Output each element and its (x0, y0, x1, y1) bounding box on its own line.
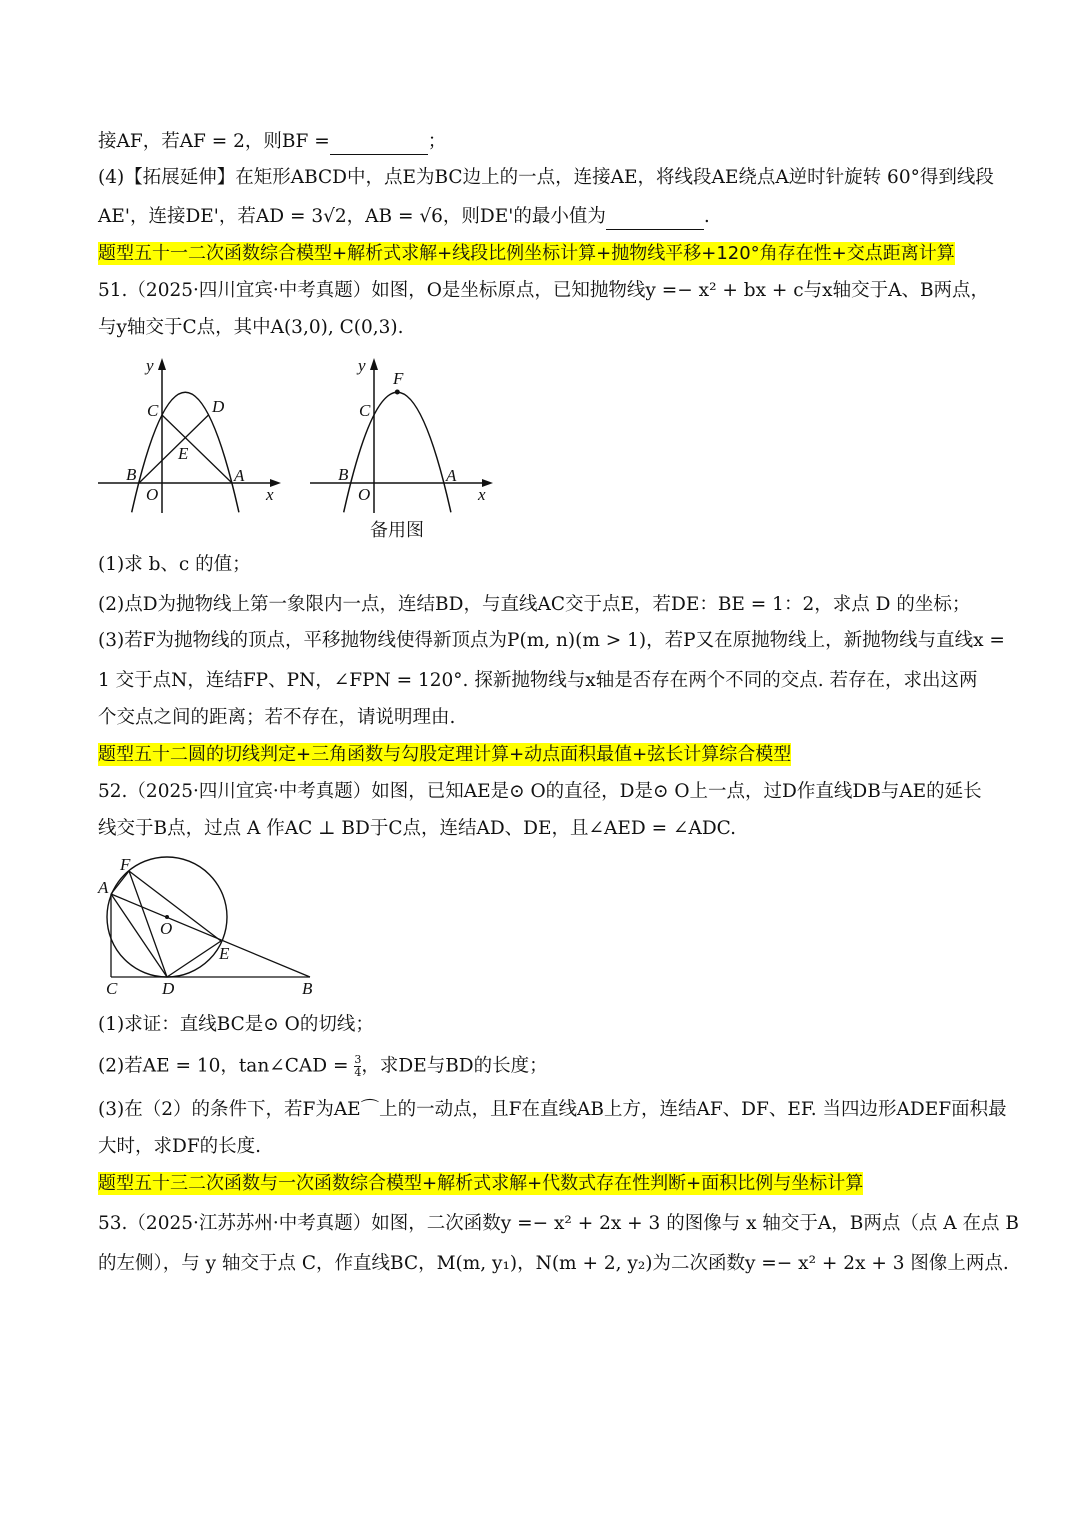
label-f: F (120, 855, 131, 874)
line-bd (139, 415, 209, 483)
subquestion: (2)点D为抛物线上第一象限内一点，连结BD，与直线AC交于点E，若DE：BE = 1：2，求点 D 的坐标； (98, 594, 971, 615)
highlighted-heading: 题型五十二圆的切线判定+三角函数与勾股定理计算+动点面积最值+弦长计算综合模型 (98, 744, 792, 765)
label-a: A (446, 466, 457, 485)
text-line: 与y轴交于C点，其中A(3,0), C(0,3). (98, 317, 404, 338)
section-heading (98, 1172, 863, 1196)
text: AE'，连接DE'，若AD = 3√2，AB = √6，则DE'的最小值为 (98, 206, 606, 227)
label-x: x (266, 485, 274, 504)
y-axis-arrow-icon (158, 358, 166, 370)
line-de (167, 941, 221, 977)
question-51: 51.（2025·四川宜宾·中考真题）如图，O是坐标原点，已知抛物线y =− x² + bx + c与x轴交于A、B两点， (98, 280, 990, 301)
figure-caption: 备用图 (370, 520, 424, 541)
line-af (111, 871, 129, 894)
section-heading (98, 743, 791, 767)
label-x: x (478, 485, 486, 504)
label-o: O (160, 919, 173, 938)
text: (2)若AE = 10，tan∠CAD = (98, 1055, 355, 1077)
numerator: 3 (354, 1053, 362, 1066)
label-c: C (147, 401, 159, 420)
question-53: 53.（2025·江苏苏州·中考真题）如图，二次函数y =− x² + 2x + 3 的图像与 x 轴交于A，B两点（点 A 在点 B (98, 1213, 1019, 1234)
text: 接AF，若AF = 2，则BF = (98, 131, 330, 152)
text-line: 的左侧），与 y 轴交于点 C，作直线BC，M(m, y₁)，N(m + 2, y₂)为二次函数y =− x² + 2x + 3 图像上两点. (98, 1253, 1009, 1274)
subquestion: (1)求证：直线BC是⊙ O的切线； (98, 1014, 374, 1035)
label-o: O (358, 485, 371, 504)
label-c: C (359, 401, 371, 420)
text-line: 个交点之间的距离；若不存在，请说明理由. (98, 707, 456, 728)
label-o: O (146, 485, 159, 504)
label-b: B (338, 465, 349, 484)
label-a: A (98, 878, 109, 897)
highlighted-heading: 题型五十一二次函数综合模型+解析式求解+线段比例坐标计算+抛物线平移+120°角存在性+交点距离计算 (98, 243, 955, 264)
y-axis-arrow-icon (370, 358, 378, 370)
text-line: 1 交于点N，连结FP、PN，∠FPN = 120°. 探新抛物线与x轴是否存在两个不同的交点. 若存在，求出这两 (98, 670, 978, 691)
text: . (703, 206, 710, 227)
text: ； (427, 131, 447, 152)
line-ab (111, 894, 310, 977)
question-52: 52.（2025·四川宜宾·中考真题）如图，已知AE是⊙ O的直径，D是⊙ O上一点，过D作直线DB与AE的延长 (98, 781, 982, 802)
label-d: D (162, 979, 175, 998)
label-f: F (393, 369, 404, 388)
subquestion: (1)求 b、c 的值； (98, 554, 251, 575)
highlighted-heading: 题型五十三二次函数与一次函数综合模型+解析式求解+代数式存在性判断+面积比例与坐标计算 (98, 1173, 864, 1194)
label-c: C (106, 979, 118, 998)
subquestion (98, 1054, 548, 1079)
text: ，求DE与BD的长度； (361, 1055, 548, 1077)
label-e: E (178, 444, 189, 463)
label-a: A (234, 466, 245, 485)
text-line: (4)【拓展延伸】在矩形ABCD中，点E为BC边上的一点，连接AE，将线段AE绕点A逆时针旋转 60°得到线段 (98, 167, 994, 188)
figure-51-backup (310, 356, 493, 513)
figure-51-main (98, 356, 281, 513)
line-fe (129, 871, 221, 941)
label-y: y (358, 356, 366, 375)
subquestion: (3)若F为抛物线的顶点，平移抛物线使得新顶点为P(m, n)(m > 1)，若P又在原抛物线上，新抛物线与直线x = (98, 630, 1005, 651)
label-y: y (146, 356, 154, 375)
subquestion: (3)在（2）的条件下，若F为AE⌒上的一动点，且F在直线AB上方，连结AF、DF、EF. 当四边形ADEF面积最 (98, 1099, 1007, 1120)
text-line: 大时，求DF的长度. (98, 1136, 262, 1157)
text-line: 线交于B点，过点 A 作AC ⊥ BD于C点，连结AD、DE，且∠AED = ∠ADC. (98, 818, 737, 839)
label-b: B (302, 979, 313, 998)
figure-52 (97, 855, 313, 998)
label-b: B (126, 465, 137, 484)
denominator: 4 (354, 1066, 362, 1079)
vertex-point (395, 390, 400, 395)
label-e: E (219, 944, 230, 963)
label-d: D (212, 397, 225, 416)
line-ad (111, 894, 167, 977)
